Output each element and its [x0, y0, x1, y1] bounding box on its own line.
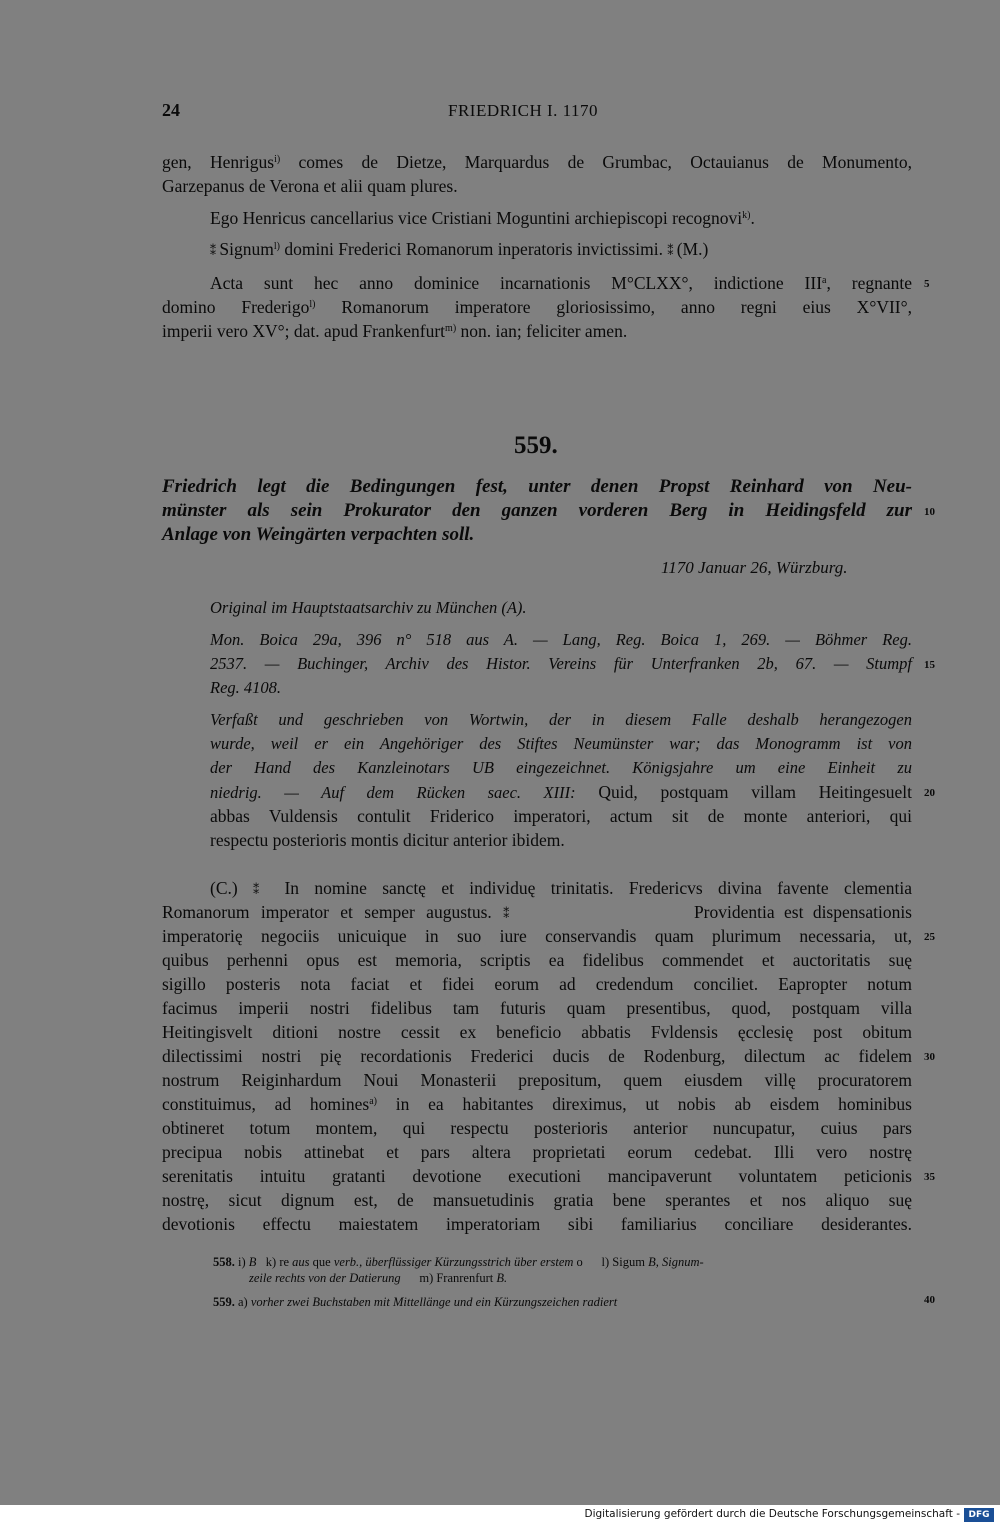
footnote: zeile rechts von der Datierung m) Franrenfurt B. — [249, 1271, 508, 1285]
remarks-line: wurde, weil er ein Angehöriger des Stiftes Neumünster war; das Monogramm ist von — [210, 734, 912, 753]
charter-line: imperatorię negociis unicuique in suo iure conservandis quam plurimum necessaria, ut, — [162, 926, 912, 946]
credit-text: Digitalisierung gefördert durch die Deutsche Forschungsgemeinschaft - — [584, 1508, 960, 1520]
cross-icon: ⁑ — [210, 244, 215, 258]
charter-line: nostrę, sicut dignum est, de mansuetudinis gratia bene sperantes et nos aliquo suę — [162, 1190, 912, 1210]
charter-line: serenitatis intuitu gratanti devotione executioni mancipaverunt voluntatem peticionis — [162, 1166, 912, 1186]
remarks-line: Verfaßt und geschrieben von Wortwin, der in diesem Falle deshalb herangezogen — [210, 710, 912, 729]
editions-line: Reg. 4108. — [210, 678, 282, 697]
charter-line: (C.) ⁑ In nomine sanctę et individuę trinitatis. Fredericvs divina favente clementia — [210, 878, 913, 898]
text-line: Ego Henricus cancellarius vice Cristiani Moguntini archiepiscopi recognovi$^{k)}$. — [210, 208, 755, 228]
cross-icon: ⁑ — [253, 883, 270, 897]
charter-line: Heitingisvelt ditioni nostre cessit ex beneficio abbatis Fvldensis ęcclesię post obitum — [162, 1022, 912, 1042]
remarks-line: abbas Vuldensis contulit Friderico imperatori, actum sit de monte anteriori, qui — [210, 806, 912, 826]
charter-line: obtineret totum montem, qui respectu posterioris anterior nuncupatur, cuius pars — [162, 1118, 912, 1138]
date-place: 1170 Januar 26, Würzburg. — [661, 558, 848, 577]
text-line: imperii vero XV°; dat. apud Frankenfurt$^{m)}$ non. ian; feliciter amen. — [162, 321, 628, 341]
line-number: 5 — [924, 278, 930, 290]
line-number: 35 — [924, 1171, 935, 1183]
charter-line: devotionis effectu maiestatem imperatoriam sibi familiarius conciliare desiderantes. — [162, 1214, 912, 1234]
cross-icon: ⁑ — [503, 907, 509, 921]
line-number: 20 — [924, 787, 935, 799]
credit-bar — [0, 1505, 1000, 1525]
page-number: 24 — [162, 100, 180, 120]
charter-line: precipua nobis attinebat et pars altera proprietati eorum cedebat. Illi vero nostrę — [162, 1142, 912, 1162]
charter-line: constituimus, ad homines$^{a)}$ in ea habitantes direximus, ut nobis ab eisdem hominibus — [162, 1094, 912, 1114]
charter-line: nostrum Reiginhardum Noui Monasterii prepositum, quem eiusdem villę procuratorem — [162, 1070, 912, 1090]
line-number: 15 — [924, 659, 935, 671]
line-number: 25 — [924, 931, 935, 943]
regest-line: münster als sein Prokurator den ganzen vorderen Berg in Heidingsfeld zur — [162, 500, 912, 521]
charter-line: quibus perhenni opus est memoria, scriptis ea fidelibus commendet et auctoritatis suę — [162, 950, 912, 970]
line-number: 30 — [924, 1051, 935, 1063]
remarks-line: der Hand des Kanzleinotars UB eingezeichnet. Königsjahre um eine Einheit zu — [210, 758, 912, 777]
tradition: Original im Hauptstaatsarchiv zu München (A). — [210, 598, 527, 617]
text-line: domino Frederigo$^{l)}$ Romanorum imperatore gloriosissimo, anno regni eius X°VII°, — [162, 297, 912, 317]
text-line: Acta sunt hec anno dominice incarnationis M°CLXX°, indictione III$^a$, regnante — [210, 273, 912, 293]
editions-line: 2537. — Buchinger, Archiv des Histor. Vereins für Unterfranken 2b, 67. — Stumpf — [210, 654, 912, 673]
regest-line: Friedrich legt die Bedingungen fest, unter denen Propst Reinhard von Neu- — [162, 476, 912, 497]
line-number: 40 — [924, 1294, 935, 1306]
footnote: 558. i) B k) re aus que verb., überflüssiger Kürzungsstrich über erstem o l) Sigum B, Signum- — [213, 1255, 704, 1269]
editions-line: Mon. Boica 29a, 396 n° 518 aus A. — Lang, Reg. Boica 1, 269. — Böhmer Reg. — [210, 630, 912, 649]
charter-line: facimus imperii nostri fidelibus tam futuris quam presentibus, quod, postquam villa — [162, 998, 912, 1018]
charter-line: Romanorum imperator et semper augustus. ⁑ Providentia est dispensationis — [162, 902, 912, 922]
running-title: FRIEDRICH I. 1170 — [448, 101, 599, 120]
line-number: 10 — [924, 506, 935, 518]
regest-line: Anlage von Weingärten verpachten soll. — [162, 524, 475, 545]
text-line: gen, Henrigus$^{i)}$ comes de Dietze, Marquardus de Grumbac, Octauianus de Monumento, — [162, 152, 912, 172]
remarks-line: respectu posterioris montis dicitur anterior ibidem. — [210, 830, 565, 850]
signum-line: ⁑ Signum$^{l)}$ domini Frederici Romanorum inperatoris invictissimi. ⁑ (M.) — [210, 239, 709, 259]
text-line: Garzepanus de Verona et alii quam plures. — [162, 176, 458, 196]
charter-line: dilectissimi nostri pię recordationis Frederici ducis de Rodenburg, dilectum ac fidelem — [162, 1046, 912, 1066]
remarks-line: niedrig. — Auf dem Rücken saec. XIII: Quid, postquam villam Heitingesuelt — [210, 782, 912, 802]
footnote: 559. a) vorher zwei Buchstaben mit Mittellänge und ein Kürzungszeichen radiert — [213, 1295, 618, 1309]
cross-icon: ⁑ — [667, 244, 673, 258]
charter-line: sigillo posteris nota faciat et fidei eorum ad credendum conciliet. Eapropter notum — [162, 974, 912, 994]
document-number: 559. — [514, 432, 558, 459]
dfg-logo: DFG — [964, 1508, 994, 1522]
